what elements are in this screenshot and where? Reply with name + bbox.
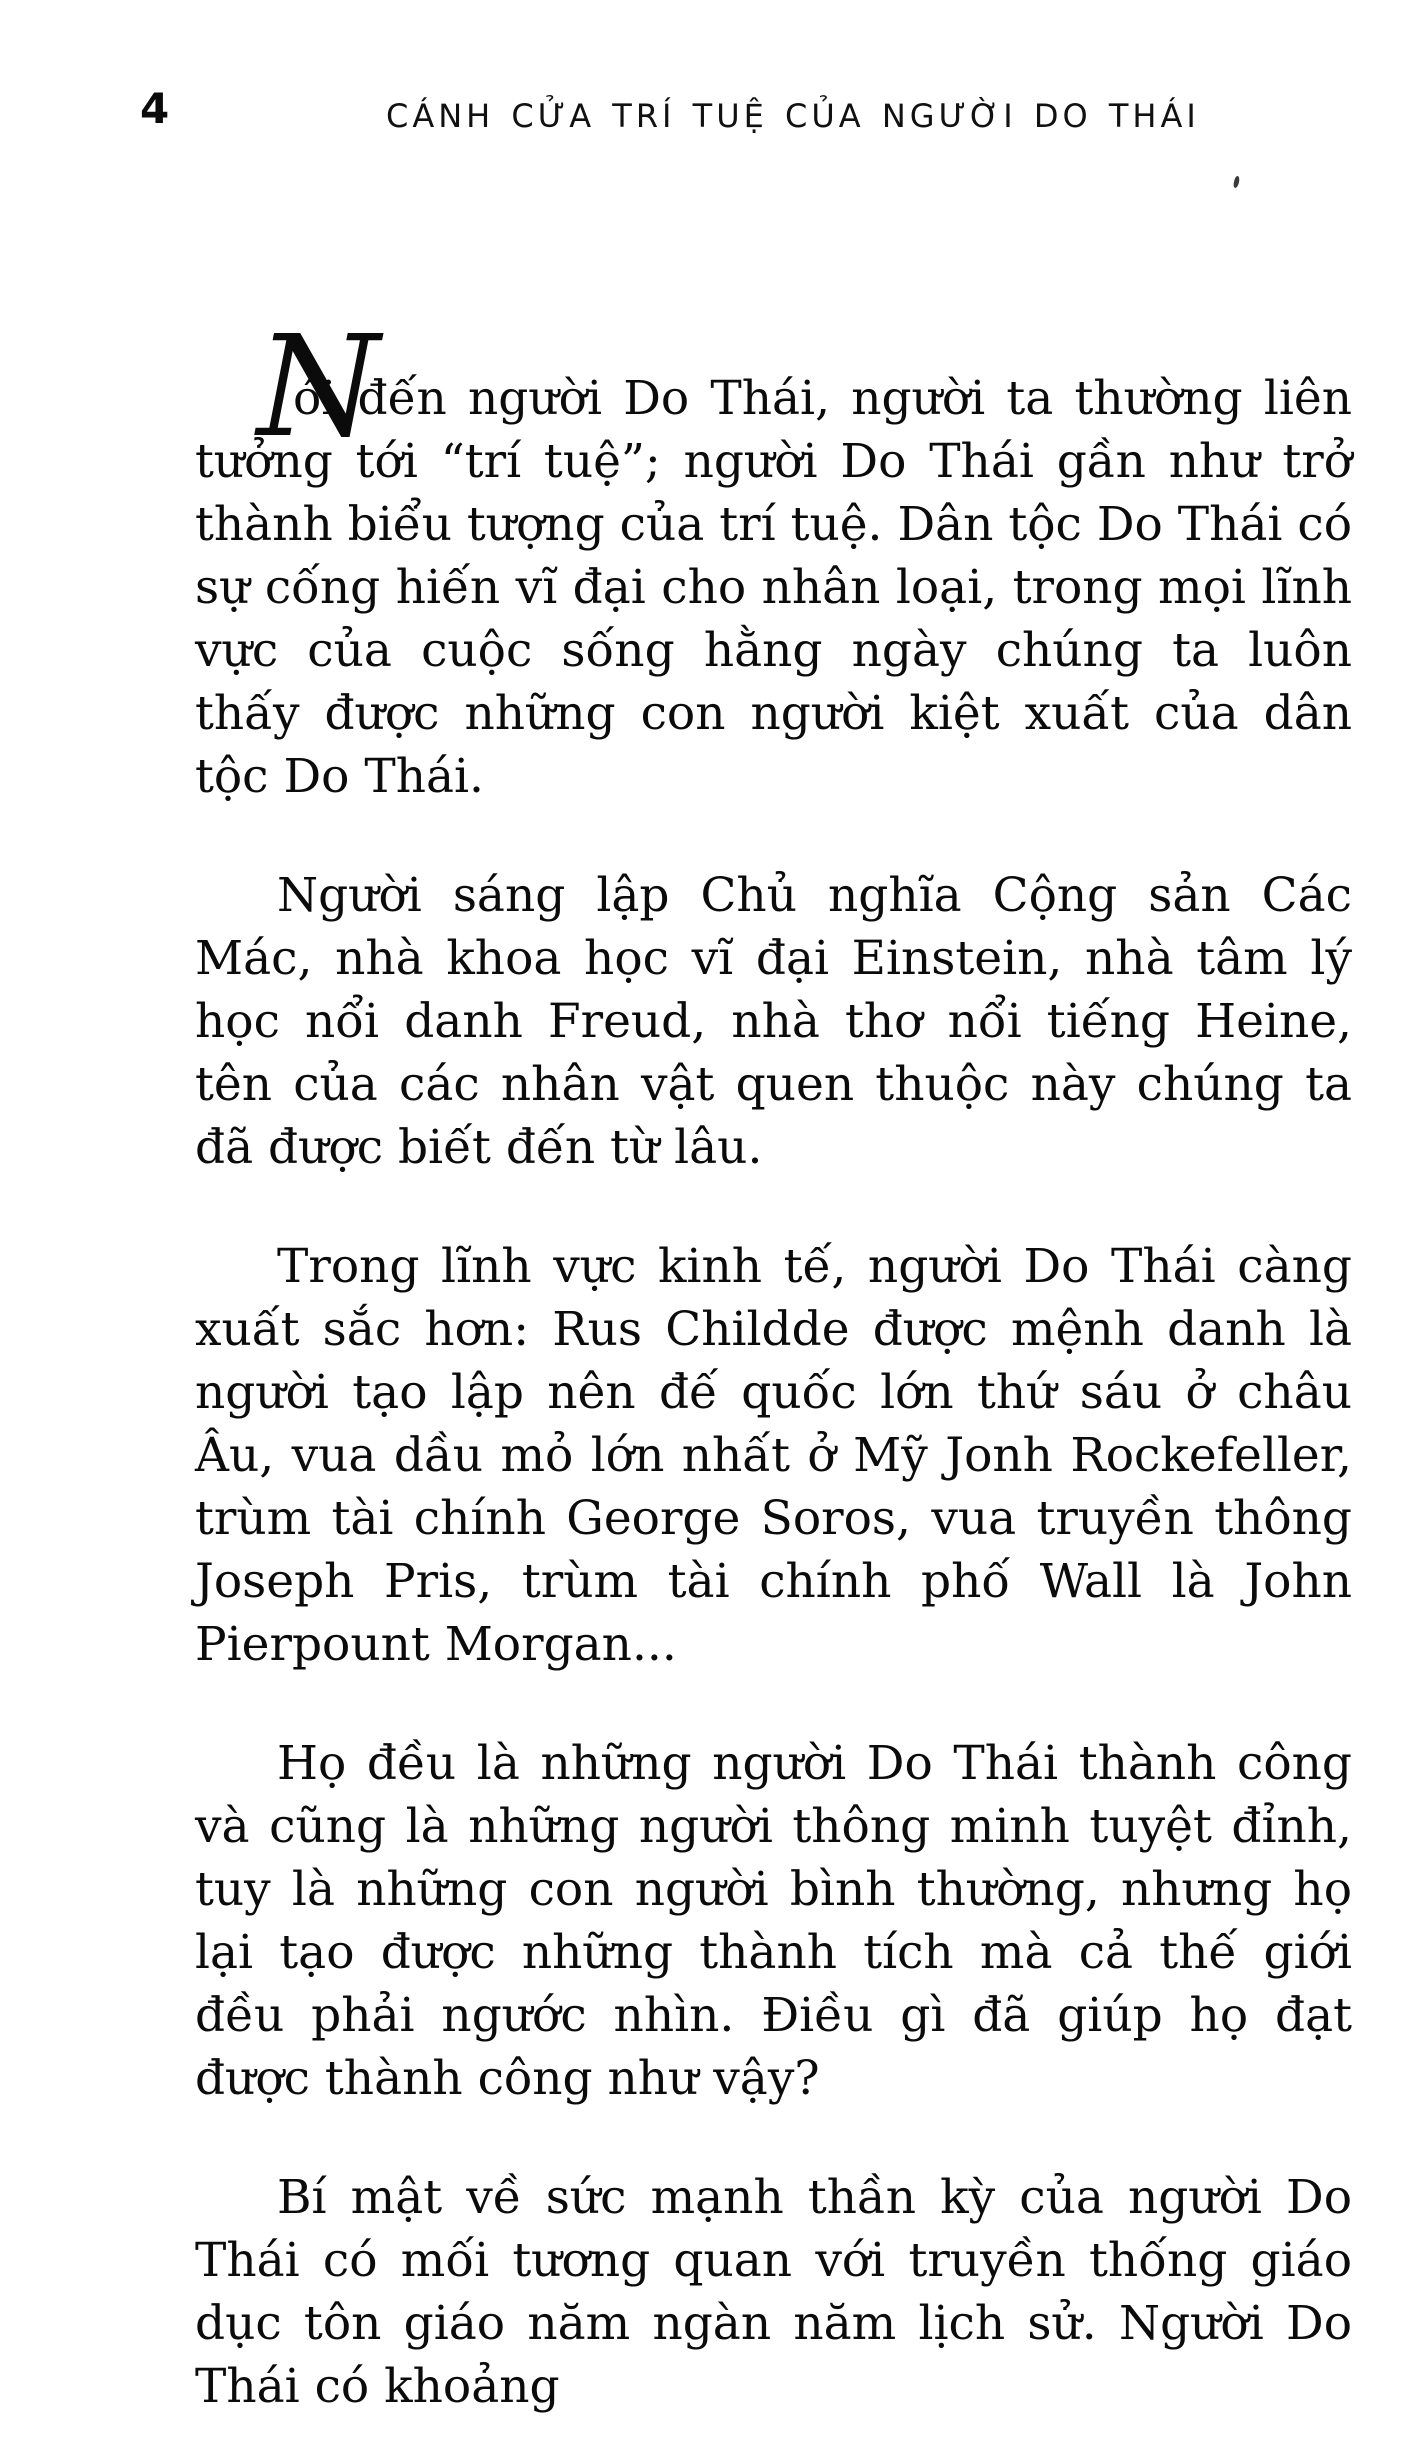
paragraph-3: Trong lĩnh vực kinh tế, người Do Thái càng xuất sắc hơn: Rus Childde được mệnh danh là người tạo lập nên đế quốc lớn thứ sáu ở châu Âu, vua dầu mỏ lớn nhất ở Mỹ Jonh Rockefeller, trùm tài chính George Soros, vua truyền thông Joseph Pris, trùm tài chính phố Wall là John Pierpount Morgan... [195, 1239, 1352, 1672]
drop-cap-letter: N [257, 306, 380, 469]
opening-paragraph-text: ói đến người Do Thái, người ta thường liên tưởng tới “trí tuệ”; người Do Thái gần như trở thành biểu tượng của trí tuệ. Dân tộc Do Thái có sự cống hiến vĩ đại cho nhân loại, trong mọi lĩnh vực của cuộc sống hằng ngày chúng ta luôn thấy được những con người kiệt xuất của dân tộc Do Thái. [195, 371, 1352, 804]
paragraph-5: Bí mật về sức mạnh thần kỳ của người Do Thái có mối tương quan với truyền thống giáo dục tôn giáo năm ngàn năm lịch sử. Người Do Thái có khoảng [195, 2170, 1352, 2414]
paragraph-2: Người sáng lập Chủ nghĩa Cộng sản Các Mác, nhà khoa học vĩ đại Einstein, nhà tâm lý học nổi danh Freud, nhà thơ nổi tiếng Heine, tên của các nhân vật quen thuộc này chúng ta đã được biết đến từ lâu. [195, 868, 1352, 1175]
running-header-title: CÁNH CỬA TRÍ TUỆ CỦA NGƯỜI DO THÁI [386, 97, 1200, 135]
page-number: 4 [140, 84, 170, 133]
body-text-block [195, 306, 1352, 2452]
paragraph-4: Họ đều là những người Do Thái thành công và cũng là những người thông minh tuyệt đỉnh, tuy là những con người bình thường, nhưng họ lại tạo được những thành tích mà cả thế giới đều phải ngước nhìn. Điều gì đã giúp họ đạt được thành công như vậy? [195, 1736, 1352, 2106]
opening-paragraph [195, 306, 1352, 808]
ink-speck [1233, 176, 1241, 189]
